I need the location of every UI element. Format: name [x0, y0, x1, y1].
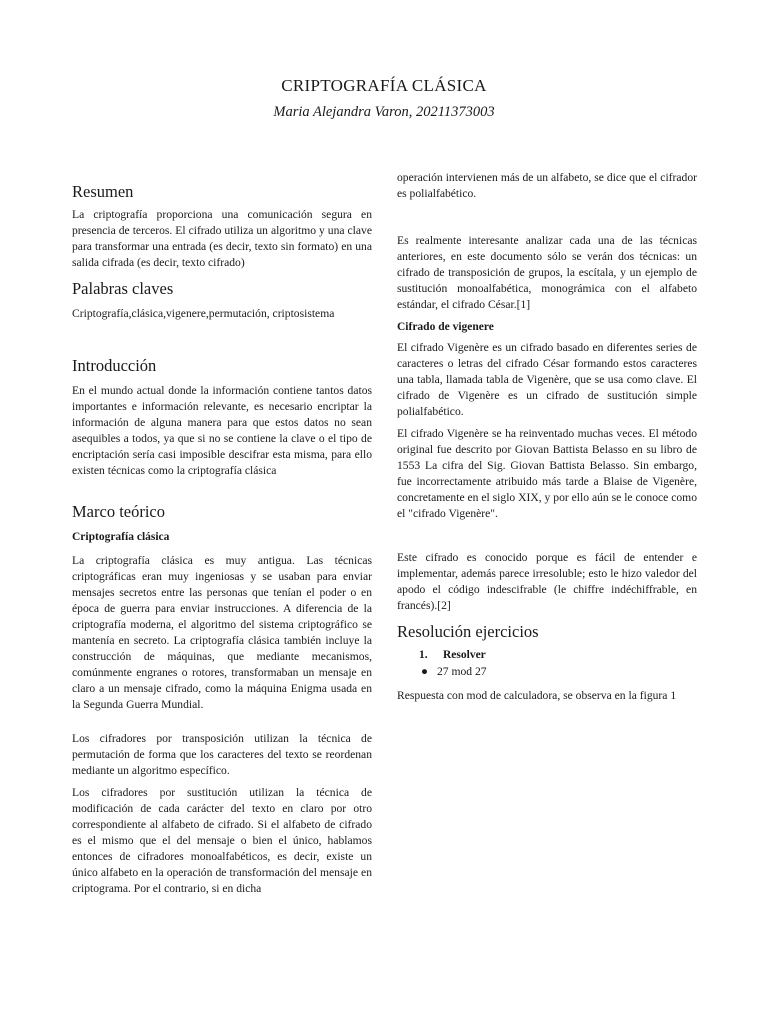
respuesta-paragraph: Respuesta con mod de calculadora, se observa en la figura 1	[397, 689, 677, 702]
marco-teorico-heading: Marco teórico	[72, 502, 165, 521]
paper-title: CRIPTOGRAFÍA CLÁSICA	[281, 76, 487, 95]
paper-author: Maria Alejandra Varon, 20211373003	[273, 104, 495, 120]
introduccion-heading: Introducción	[72, 356, 157, 375]
analisis-paragraph: Es realmente interesante analizar cada una de las técnicas anteriores, en este documento sólo se verán dos técnicas: un cifrado de transposición de grupos, la escítala, y un ejemplo de sustitución monoalfabética, monográmica con el alfabeto estándar, el cifrado César.[1]	[397, 234, 697, 311]
vigenere-paragraph-3: Este cifrado es conocido porque es fácil de entender e implementar, además parece irresoluble; esto le hizo valedor del apodo el código indescifrable (le chiffre indéchiffrable, en francés).[2]	[397, 551, 697, 612]
cifrado-vigenere-subheading: Cifrado de vigenere	[397, 321, 494, 333]
criptografia-paragraph-3: Los cifradores por sustitución utilizan la técnica de modificación de cada carácter del texto en claro por otro correspondiente al alfabeto de cifrado. Si el alfabeto de cifrado es el mismo que el del mensaje o bien el único, hablamos entonces de cifradores monoalfabéticos, es decir, existe un único alfabeto en la operación de transformación del mensaje en criptograma. Por el contrario, si en dicha	[72, 786, 372, 895]
bullet-item-text: 27 mod 27	[437, 665, 487, 678]
vigenere-paragraph-2: El cifrado Vigenère se ha reinventado muchas veces. El método original fue descrito por Giovan Battista Belasso en su libro de 1553 La cifra del Sig. Giovan Battista Belasso. Sin embargo, fue incorrectamente atribuido más tarde a Blaise de Vigenère, concretamente en el siglo XIX, y por ello aún se le conoce como el "cifrado Vigenère".	[397, 427, 697, 520]
palabras-claves-heading: Palabras claves	[72, 279, 174, 298]
bullet-list-item	[397, 665, 697, 681]
numbered-list-item	[397, 649, 697, 665]
resumen-paragraph: La criptografía proporciona una comunicación segura en presencia de terceros. El cifrado utiliza un algoritmo y una clave para transformar una entrada (es decir, texto sin formato) en una salida cifrada (es decir, texto cifrado)	[72, 208, 372, 269]
continuation-paragraph: operación intervienen más de un alfabeto, se dice que el cifrador es polialfabético.	[397, 171, 697, 200]
bullet-icon: ●	[421, 665, 429, 678]
criptografia-clasica-subheading: Criptografía clásica	[72, 531, 170, 543]
vigenere-paragraph-1: El cifrado Vigenère es un cifrado basado en diferentes series de caracteres o letras del cifrado César formando estos caracteres una tabla, llamada tabla de Vigenère, que se usa como clave. El cifrado de Vigenère es un cifrado de sustitución simple polialfabético.	[397, 341, 697, 418]
list-number: 1.	[419, 649, 428, 661]
resumen-heading: Resumen	[72, 182, 134, 201]
criptografia-paragraph-1: La criptografía clásica es muy antigua. Las técnicas criptográficas eran muy ingeniosas y se usaban para enviar mensajes secretos entre las personas que tenían el poder o en época de guerra para enviar instrucciones. A diferencia de la criptografía moderna, el algoritmo del sistema criptográfico se mantenía en secreto. La criptografía clásica también incluye la construcción de máquinas, que mediante mecanismos, comúnmente engranes o rotores, transformaban un mensaje en claro a un mensaje cifrado, como la máquina Enigma usada en la Segunda Guerra Mundial.	[72, 554, 372, 711]
list-item-text: Resolver	[443, 649, 486, 661]
criptografia-paragraph-2: Los cifradores por transposición utilizan la técnica de permutación de forma que los caracteres del texto se reordenan mediante un algoritmo específico.	[72, 732, 372, 777]
palabras-claves-paragraph: Criptografía,clásica,vigenere,permutación, criptosistema	[72, 307, 335, 320]
resolucion-ejercicios-heading: Resolución ejercicios	[397, 622, 539, 641]
introduccion-paragraph: En el mundo actual donde la información contiene tantos datos importantes e información relevante, es necesario encriptar la información de alguna manera para que estos datos no sean asequibles a todos, ya que si no se contiene la clave o el tipo de encriptación sería casi imposible descifrar esta misma, para ello existen técnicas como la criptografía clásica	[72, 384, 372, 477]
